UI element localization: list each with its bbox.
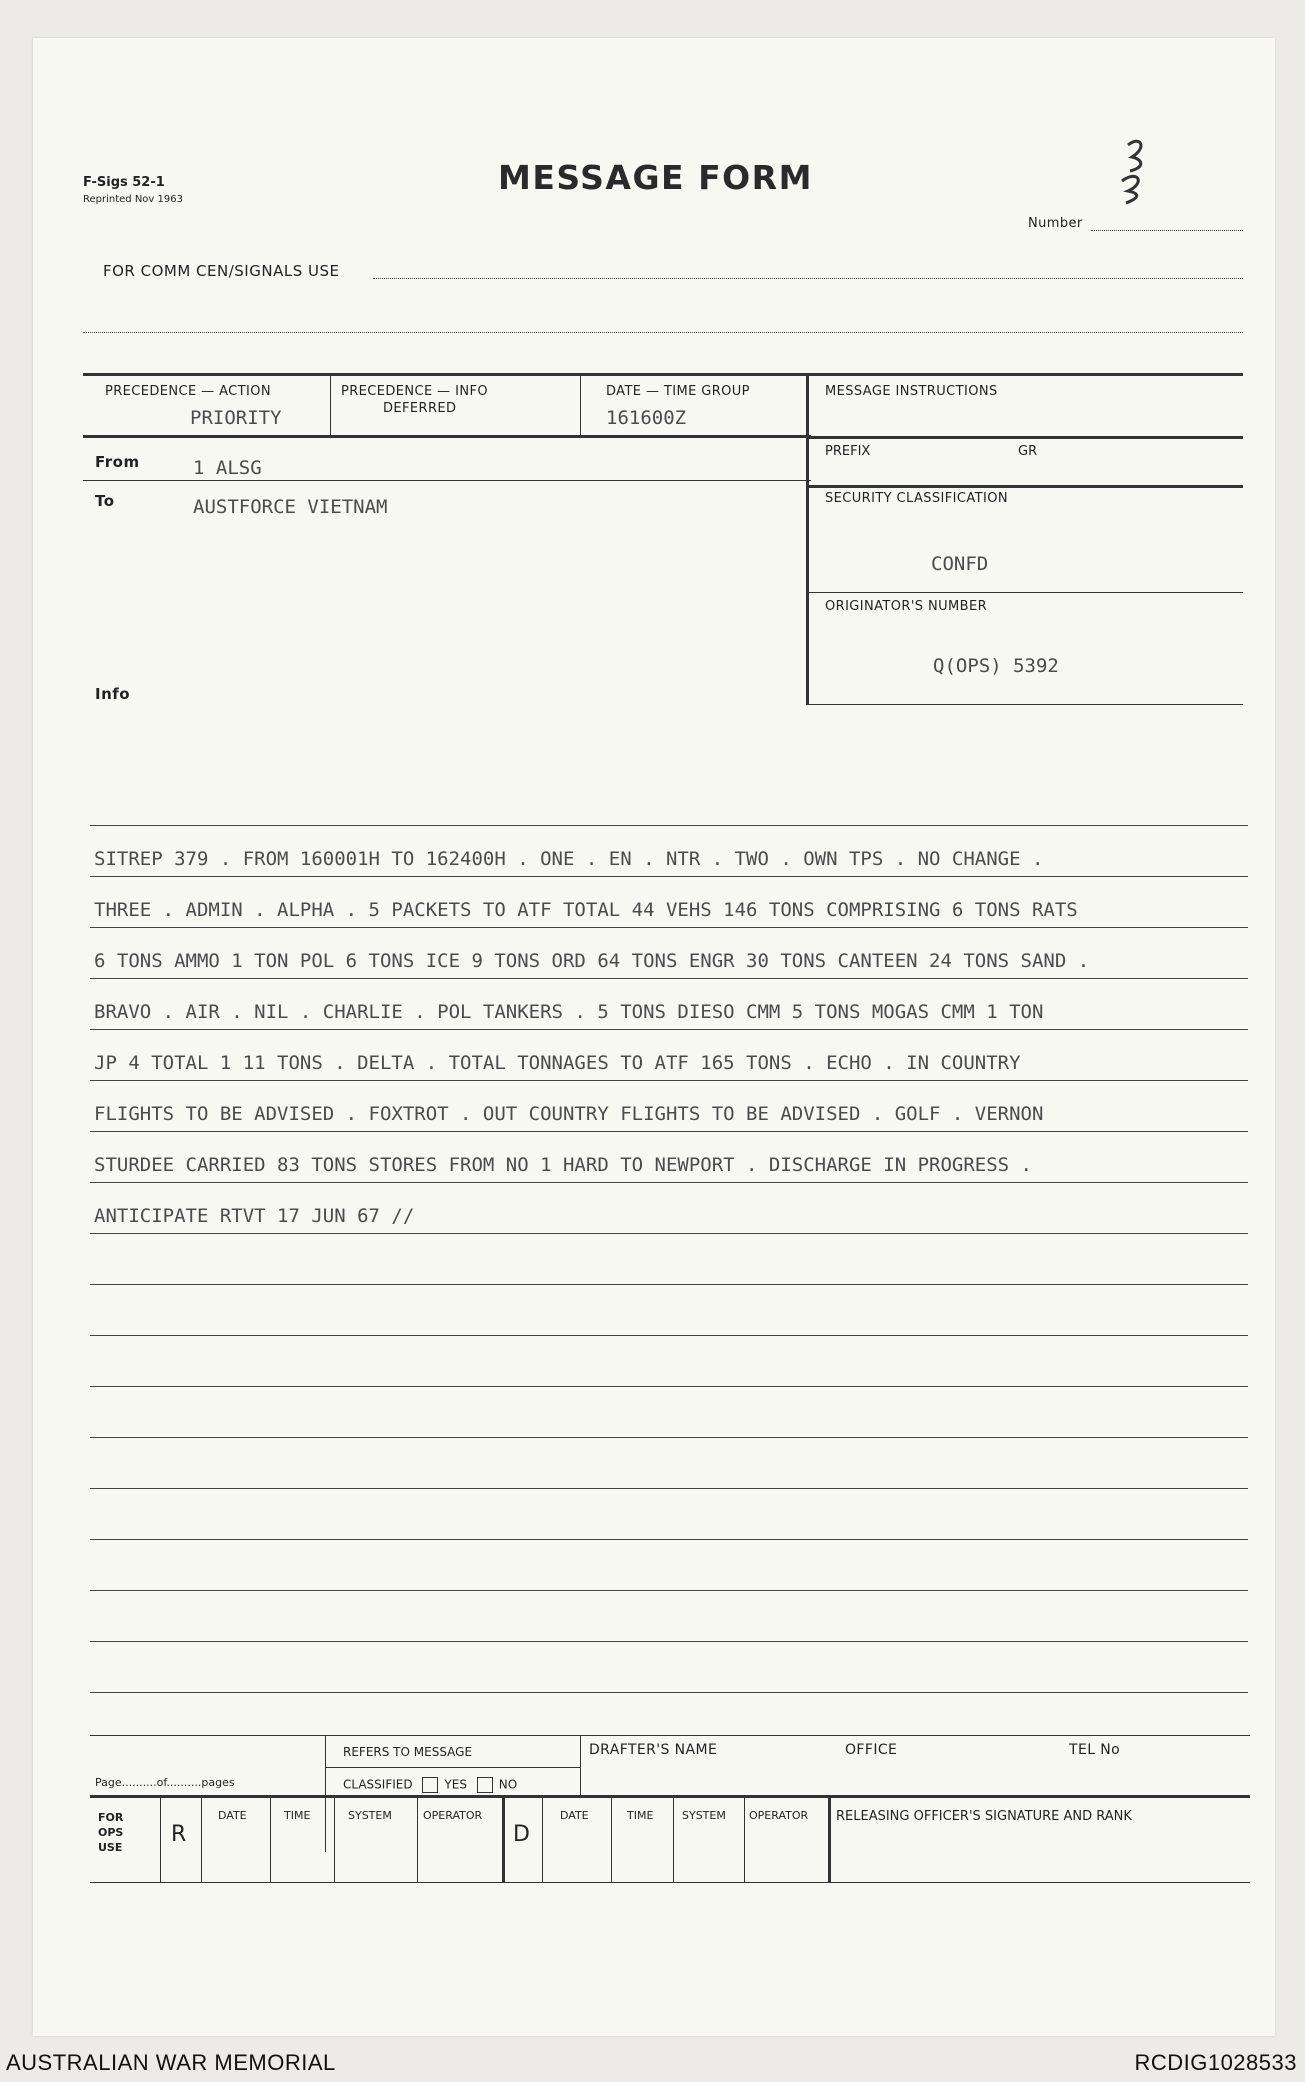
header-right-panel-border bbox=[806, 373, 809, 704]
message-line: JP 4 TOTAL 1 11 TONS . DELTA . TOTAL TONNAGES TO ATF 165 TONS . ECHO . IN COUNTRY bbox=[94, 1052, 1021, 1074]
classified-row: CLASSIFIED YES NO bbox=[343, 1777, 518, 1792]
security-classification-label: SECURITY CLASSIFICATION bbox=[825, 491, 1008, 506]
d-label: D bbox=[513, 1822, 530, 1847]
message-line: 6 TONS AMMO 1 TON POL 6 TONS ICE 9 TONS ORD 64 TONS ENGR 30 TONS CANTEEN 24 TONS SAND . bbox=[94, 950, 1090, 972]
ops-d-time-label: TIME bbox=[627, 1809, 654, 1822]
tel-no-label: TEL No bbox=[1069, 1742, 1121, 1758]
originator-number-value: Q(OPS) 5392 bbox=[933, 655, 1059, 677]
ops-r-system-label: SYSTEM bbox=[348, 1809, 392, 1822]
prefix-label: PREFIX bbox=[825, 444, 871, 459]
message-line: SITREP 379 . FROM 160001H TO 162400H . ONE . EN . NTR . TWO . OWN TPS . NO CHANGE . bbox=[94, 848, 1044, 870]
precedence-action-value: PRIORITY bbox=[190, 407, 282, 429]
to-value: AUSTFORCE VIETNAM bbox=[193, 496, 388, 518]
handwritten-number-mark bbox=[1108, 133, 1168, 213]
ops-r-date-label: DATE bbox=[218, 1809, 247, 1822]
message-line: ANTICIPATE RTVT 17 JUN 67 // bbox=[94, 1205, 415, 1227]
classified-no-checkbox[interactable] bbox=[477, 1777, 493, 1793]
from-label: From bbox=[95, 453, 140, 471]
message-line: BRAVO . AIR . NIL . CHARLIE . POL TANKERS . 5 TONS DIESO CMM 5 TONS MOGAS CMM 1 TON bbox=[94, 1001, 1044, 1023]
form-reprint-note: Reprinted Nov 1963 bbox=[83, 194, 183, 205]
dtg-label: DATE — TIME GROUP bbox=[606, 384, 750, 399]
security-classification-value: CONFD bbox=[931, 553, 989, 575]
dtg-value: 161600Z bbox=[606, 407, 687, 429]
number-label: Number bbox=[1028, 216, 1083, 231]
message-instructions-label: MESSAGE INSTRUCTIONS bbox=[825, 384, 998, 399]
to-label: To bbox=[95, 492, 115, 510]
form-title: MESSAGE FORM bbox=[498, 158, 813, 197]
for-ops-use-label: FOR OPS USE bbox=[98, 1811, 124, 1854]
gr-label: GR bbox=[1018, 444, 1038, 459]
ops-d-date-label: DATE bbox=[560, 1809, 589, 1822]
precedence-action-label: PRECEDENCE — ACTION bbox=[105, 384, 271, 399]
precedence-info-deferred: DEFERRED bbox=[383, 401, 457, 416]
releasing-officer-label: RELEASING OFFICER'S SIGNATURE AND RANK bbox=[836, 1809, 1132, 1824]
header-from-rule bbox=[83, 480, 811, 481]
originator-number-label: ORIGINATOR'S NUMBER bbox=[825, 599, 988, 614]
office-label: OFFICE bbox=[845, 1742, 898, 1758]
message-form-sheet bbox=[33, 38, 1275, 2036]
r-label: R bbox=[171, 1822, 187, 1847]
comm-cen-label: FOR COMM CEN/SIGNALS USE bbox=[103, 262, 340, 280]
from-value: 1 ALSG bbox=[193, 457, 262, 479]
comm-cen-field bbox=[373, 278, 1243, 279]
header-top-rule bbox=[83, 373, 1243, 376]
archive-institution: AUSTRALIAN WAR MEMORIAL bbox=[6, 2050, 336, 2075]
classified-yes-checkbox[interactable] bbox=[422, 1777, 438, 1793]
message-line: FLIGHTS TO BE ADVISED . FOXTROT . OUT COUNTRY FLIGHTS TO BE ADVISED . GOLF . VERNON bbox=[94, 1103, 1044, 1125]
ops-d-operator-label: OPERATOR bbox=[749, 1809, 809, 1822]
footer-top-rule bbox=[90, 1735, 1250, 1736]
number-field bbox=[1091, 230, 1243, 231]
comm-cen-field-2 bbox=[83, 332, 1243, 333]
archive-catalogue-id: RCDIG1028533 bbox=[1134, 2050, 1297, 2075]
message-line: STURDEE CARRIED 83 TONS STORES FROM NO 1 HARD TO NEWPORT . DISCHARGE IN PROGRESS . bbox=[94, 1154, 1032, 1176]
drafters-name-label: DRAFTER'S NAME bbox=[589, 1742, 718, 1758]
form-reference: F-Sigs 52-1 bbox=[83, 175, 165, 190]
message-line: THREE . ADMIN . ALPHA . 5 PACKETS TO ATF TOTAL 44 VEHS 146 TONS COMPRISING 6 TONS RATS bbox=[94, 899, 1078, 921]
refers-to-message-label: REFERS TO MESSAGE bbox=[343, 1745, 473, 1759]
info-label: Info bbox=[95, 685, 131, 703]
header-precedence-rule bbox=[83, 435, 811, 438]
page-count-field: Page..........of..........pages bbox=[95, 1776, 235, 1789]
ops-r-time-label: TIME bbox=[284, 1809, 311, 1822]
ops-d-system-label: SYSTEM bbox=[682, 1809, 726, 1822]
precedence-info-label: PRECEDENCE — INFO bbox=[341, 384, 488, 399]
ops-r-operator-label: OPERATOR bbox=[423, 1809, 483, 1822]
